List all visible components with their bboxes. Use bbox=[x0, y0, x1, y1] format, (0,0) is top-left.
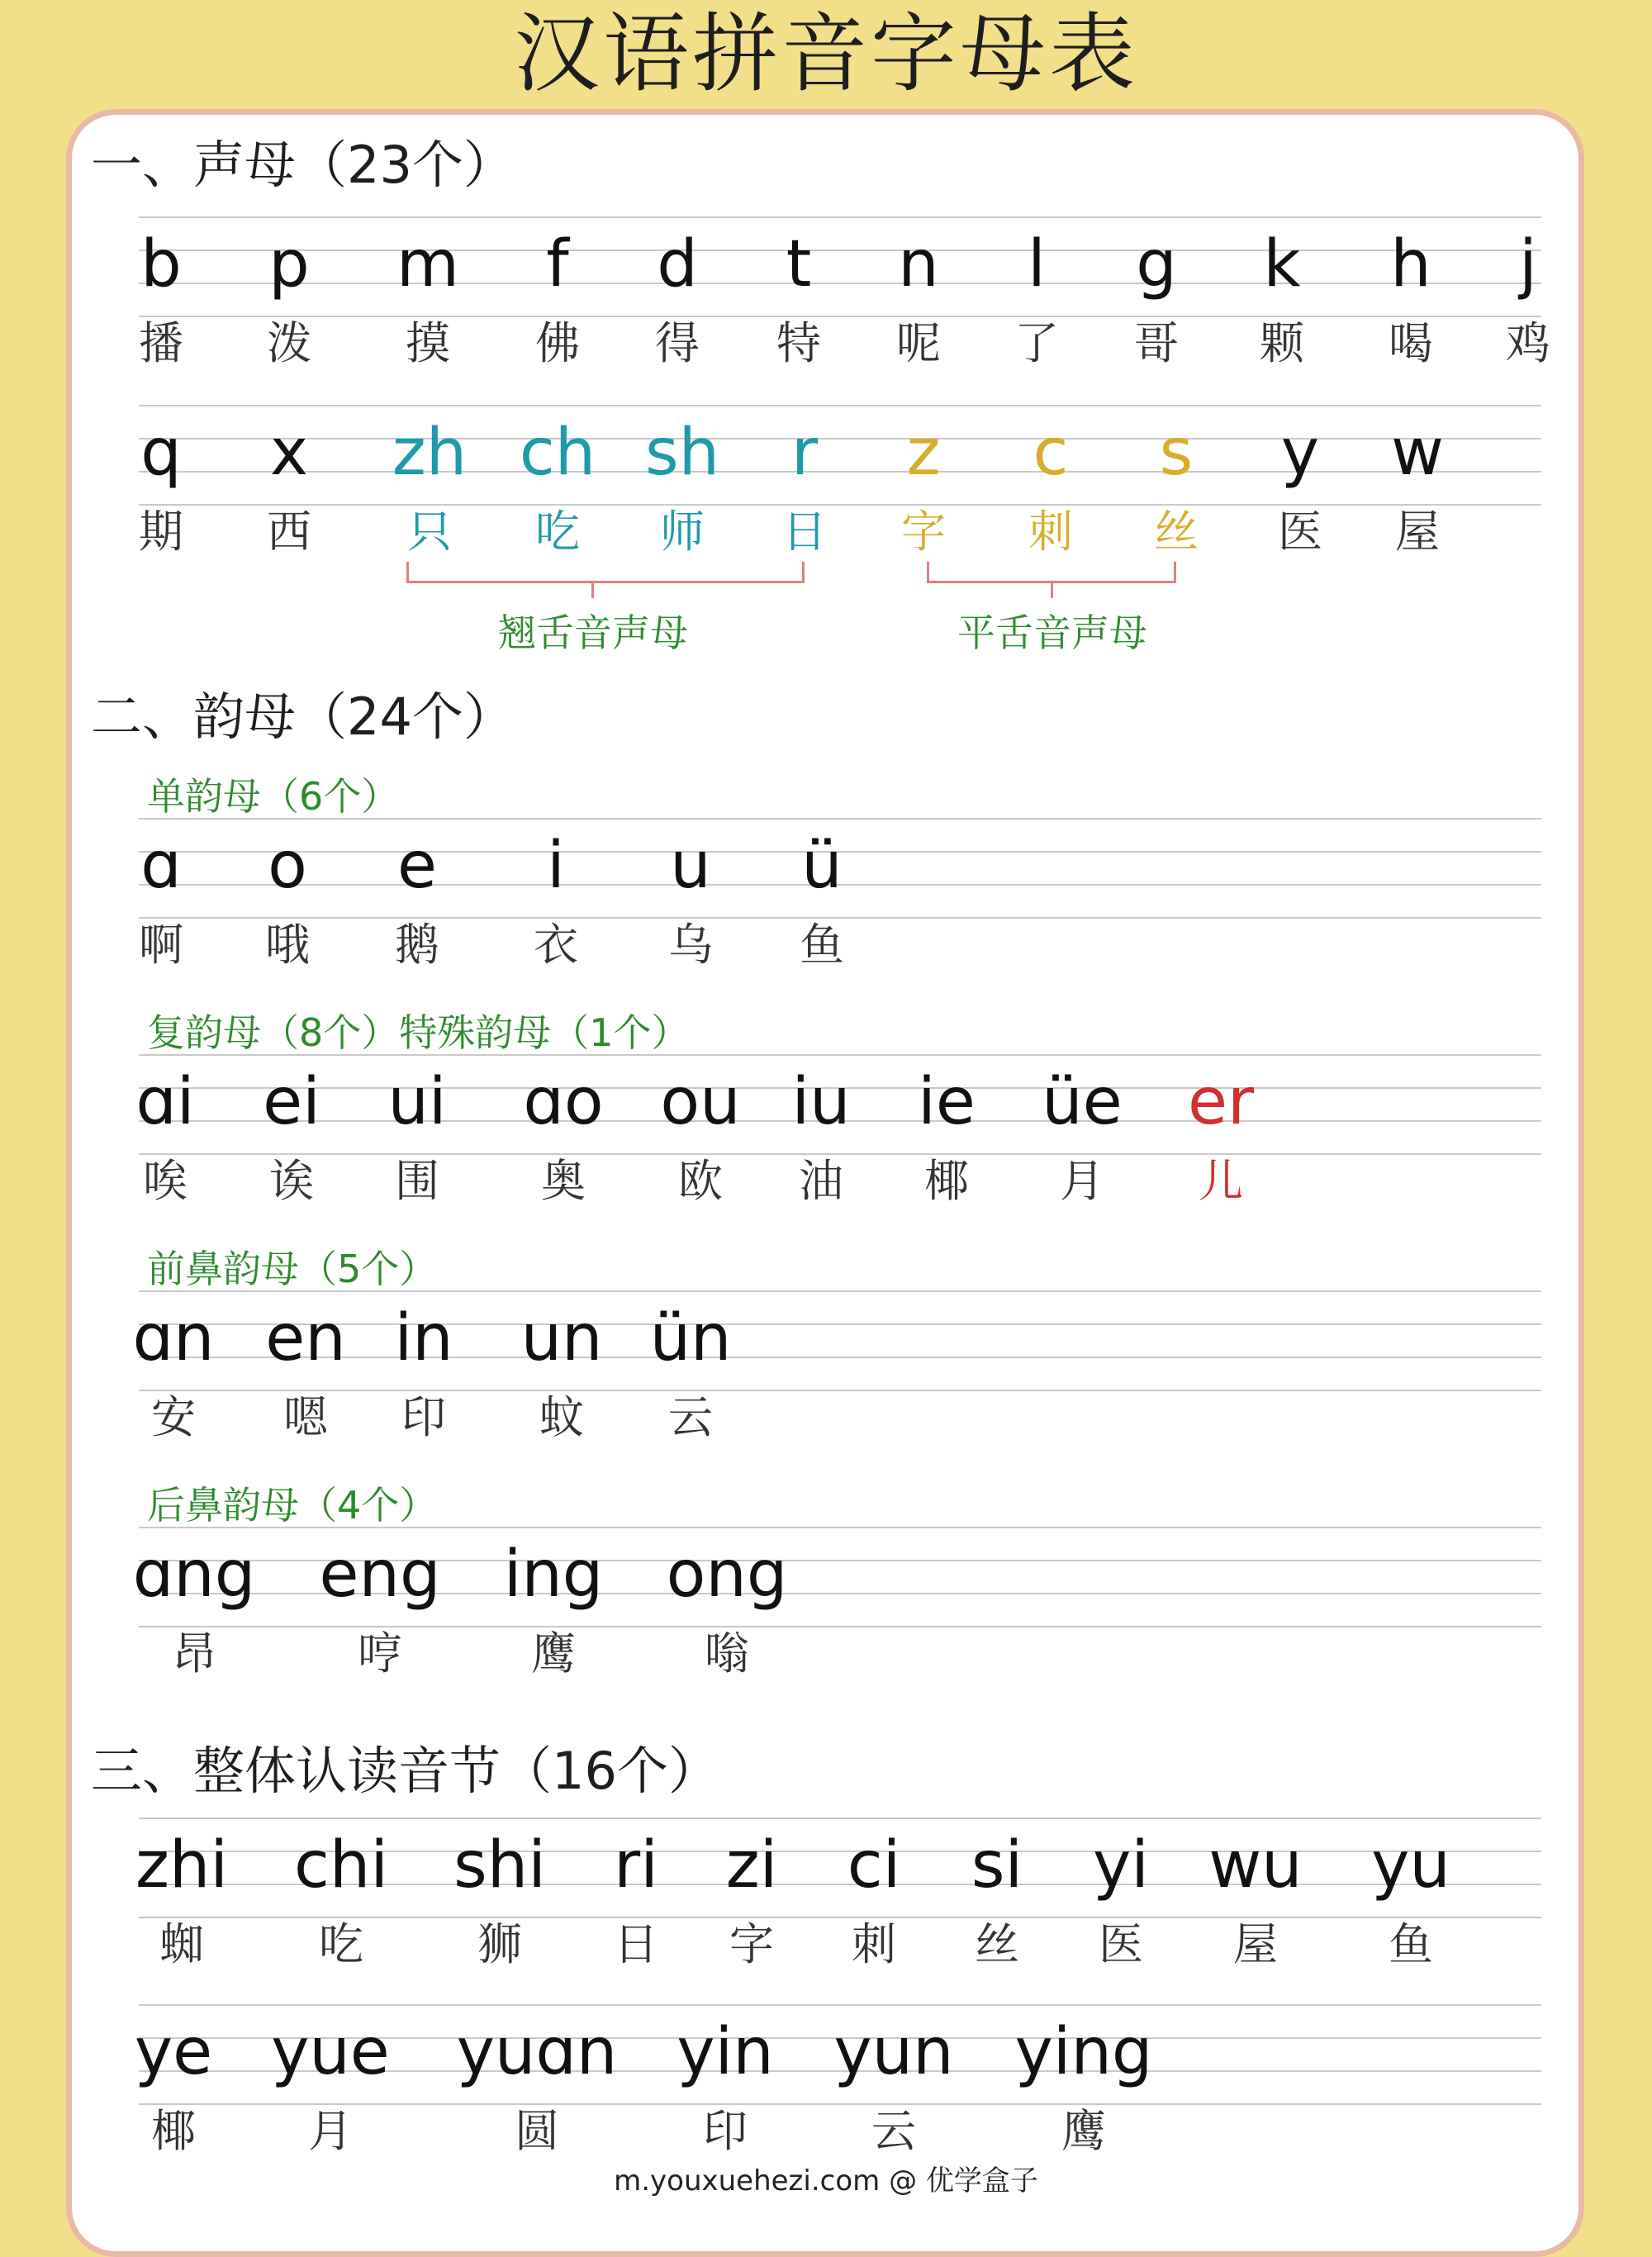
example-character: 月 bbox=[1060, 1155, 1104, 1207]
example-character: 云 bbox=[668, 1391, 713, 1443]
pinyin-letter: zi bbox=[725, 1828, 778, 1903]
pinyin-letter: yu bbox=[1371, 1828, 1450, 1903]
pinyin-letter: iu bbox=[791, 1065, 851, 1139]
example-character: 安 bbox=[151, 1391, 196, 1443]
pinyin-letter: q bbox=[140, 416, 182, 490]
example-character: 鸡 bbox=[1506, 317, 1550, 369]
example-character: 日 bbox=[614, 1918, 658, 1970]
pinyin-letter: yuɑn bbox=[456, 2015, 618, 2089]
example-character: 奥 bbox=[541, 1155, 586, 1207]
example-character: 油 bbox=[799, 1155, 843, 1207]
front-nasal-heading: 前鼻韵母（5个） bbox=[147, 1247, 438, 1291]
guide-line bbox=[139, 1527, 1541, 1528]
pinyin-letter: m bbox=[396, 227, 459, 302]
example-character: 哼 bbox=[358, 1627, 402, 1680]
example-character: 围 bbox=[395, 1155, 439, 1207]
guide-line bbox=[139, 504, 1541, 506]
example-character: 云 bbox=[871, 2105, 916, 2157]
example-character: 医 bbox=[1099, 1918, 1143, 1970]
pinyin-letter: y bbox=[1280, 416, 1320, 490]
watermark: m.youxuehezi.com @ 优学盒子 bbox=[614, 2164, 1038, 2198]
example-character: 蜘 bbox=[159, 1918, 204, 1970]
pinyin-letter: f bbox=[546, 227, 569, 302]
example-character: 刺 bbox=[852, 1918, 896, 1970]
guide-line bbox=[139, 1390, 1541, 1391]
pinyin-letter: j bbox=[1519, 227, 1537, 302]
pinyin-letter: l bbox=[1028, 227, 1046, 302]
example-character: 喝 bbox=[1389, 317, 1433, 369]
pinyin-letter: ü bbox=[801, 829, 843, 903]
pinyin-letter: ɑ bbox=[140, 829, 182, 903]
example-character: 鱼 bbox=[800, 919, 844, 971]
example-character: 印 bbox=[703, 2105, 748, 2157]
pinyin-letter: k bbox=[1263, 227, 1301, 302]
example-character: 刺 bbox=[1028, 506, 1073, 558]
back-nasal-heading: 后鼻韵母（4个） bbox=[147, 1483, 438, 1528]
pinyin-letter: u bbox=[670, 829, 711, 903]
syllables-heading: 三、整体认读音节（16个） bbox=[91, 1741, 719, 1801]
example-character: 日 bbox=[782, 506, 827, 558]
example-character: 字 bbox=[729, 1918, 774, 1970]
example-character: 狮 bbox=[477, 1918, 522, 1970]
pinyin-letter: chi bbox=[294, 1828, 388, 1903]
pinyin-letter: ong bbox=[666, 1537, 788, 1612]
guide-line bbox=[139, 2004, 1541, 2006]
example-character: 泼 bbox=[267, 317, 311, 369]
example-character: 衣 bbox=[534, 919, 578, 971]
pinyin-letter: t bbox=[786, 227, 812, 302]
pinyin-letter: ɑng bbox=[132, 1537, 256, 1612]
example-character: 哥 bbox=[1134, 317, 1179, 369]
guide-line bbox=[139, 1626, 1541, 1627]
initials-heading: 一、声母（23个） bbox=[91, 135, 515, 195]
flat-tongue-bracket-tick bbox=[1051, 583, 1053, 598]
guide-line bbox=[139, 1323, 1541, 1325]
pinyin-letter: zh bbox=[392, 416, 468, 490]
example-character: 蚊 bbox=[539, 1391, 584, 1443]
example-character: 嗯 bbox=[283, 1391, 328, 1443]
pinyin-letter: yi bbox=[1093, 1828, 1149, 1903]
pinyin-letter: g bbox=[1136, 227, 1177, 302]
example-character: 颗 bbox=[1260, 317, 1304, 369]
example-character: 特 bbox=[776, 317, 821, 369]
example-character: 播 bbox=[139, 317, 183, 369]
example-character: 鹰 bbox=[1061, 2105, 1106, 2157]
page-title: 汉语拼音字母表 bbox=[513, 3, 1138, 104]
example-character: 昂 bbox=[172, 1627, 216, 1680]
compound-finals-heading: 复韵母（8个）特殊韵母（1个） bbox=[147, 1010, 690, 1055]
pinyin-letter: w bbox=[1391, 416, 1444, 490]
example-character: 鹅 bbox=[395, 919, 439, 971]
example-character: 得 bbox=[655, 317, 700, 369]
example-character: 月 bbox=[308, 2105, 353, 2157]
flat-tongue-group-label: 平舌音声母 bbox=[957, 611, 1147, 655]
example-character: 医 bbox=[1278, 506, 1322, 558]
pinyin-letter: ye bbox=[134, 2015, 213, 2089]
example-character: 屋 bbox=[1395, 506, 1440, 558]
example-character: 啊 bbox=[139, 919, 183, 971]
guide-line bbox=[139, 1054, 1541, 1056]
guide-line bbox=[139, 216, 1541, 218]
pinyin-letter: si bbox=[971, 1828, 1023, 1903]
guide-line bbox=[139, 438, 1541, 440]
example-character: 佛 bbox=[535, 317, 580, 369]
example-character: 了 bbox=[1014, 317, 1059, 369]
guide-line bbox=[139, 1290, 1541, 1292]
example-character: 乌 bbox=[668, 919, 713, 971]
example-character: 嗡 bbox=[705, 1627, 749, 1680]
example-character: 吃 bbox=[319, 1918, 363, 1970]
pinyin-letter: r bbox=[790, 416, 819, 490]
example-character: 吃 bbox=[535, 506, 580, 558]
pinyin-letter: un bbox=[520, 1301, 603, 1376]
guide-line bbox=[139, 1357, 1541, 1358]
pinyin-letter: ün bbox=[649, 1301, 732, 1376]
pinyin-letter: shi bbox=[453, 1828, 546, 1903]
pinyin-letter: n bbox=[898, 227, 939, 302]
guide-line bbox=[139, 316, 1541, 317]
pinyin-letter: h bbox=[1390, 227, 1431, 302]
pinyin-letter: ɑo bbox=[523, 1065, 604, 1139]
simple-finals-heading: 单韵母（6个） bbox=[147, 774, 400, 819]
pinyin-letter: ui bbox=[387, 1065, 447, 1139]
example-character: 期 bbox=[139, 506, 183, 558]
example-character: 丝 bbox=[1154, 506, 1199, 558]
pinyin-letter: er bbox=[1187, 1065, 1255, 1139]
pinyin-letter: s bbox=[1159, 416, 1194, 490]
pinyin-letter: ei bbox=[263, 1065, 320, 1139]
pinyin-letter: zhi bbox=[135, 1828, 229, 1903]
example-character: 西 bbox=[267, 506, 311, 558]
example-character: 唉 bbox=[143, 1155, 188, 1207]
pinyin-letter: ing bbox=[503, 1537, 604, 1612]
example-character: 印 bbox=[401, 1391, 446, 1443]
pinyin-letter: sh bbox=[644, 416, 720, 490]
example-character: 只 bbox=[407, 506, 452, 558]
pinyin-letter: wu bbox=[1208, 1828, 1303, 1903]
pinyin-letter: ying bbox=[1014, 2015, 1153, 2089]
pinyin-letter: ie bbox=[918, 1065, 976, 1139]
pinyin-letter: o bbox=[268, 829, 307, 903]
example-character: 屋 bbox=[1233, 1918, 1278, 1970]
finals-heading: 二、韵母（24个） bbox=[91, 687, 515, 747]
pinyin-letter: b bbox=[140, 227, 182, 302]
guide-line bbox=[139, 249, 1541, 251]
pinyin-letter: ou bbox=[660, 1065, 741, 1139]
example-character: 呢 bbox=[896, 317, 941, 369]
pinyin-letter: ch bbox=[519, 416, 596, 490]
pinyin-letter: i bbox=[547, 829, 565, 903]
example-character: 摸 bbox=[406, 317, 450, 369]
example-character: 椰 bbox=[924, 1155, 969, 1207]
example-character: 欧 bbox=[678, 1155, 723, 1207]
example-character: 诶 bbox=[269, 1155, 314, 1207]
pinyin-letter: üe bbox=[1042, 1065, 1123, 1139]
retroflex-bracket-tick bbox=[591, 583, 594, 598]
example-character: 圆 bbox=[515, 2105, 559, 2157]
pinyin-letter: ɑn bbox=[132, 1301, 215, 1376]
pinyin-letter: eng bbox=[319, 1537, 441, 1612]
pinyin-letter: yin bbox=[676, 2015, 774, 2089]
pinyin-letter: en bbox=[265, 1301, 346, 1376]
guide-line bbox=[139, 471, 1541, 473]
pinyin-letter: c bbox=[1032, 416, 1069, 490]
pinyin-letter: e bbox=[397, 829, 437, 903]
example-character: 字 bbox=[901, 506, 946, 558]
example-character: 椰 bbox=[151, 2105, 196, 2157]
guide-line bbox=[139, 1817, 1541, 1819]
example-character: 师 bbox=[660, 506, 705, 558]
flat-tongue-bracket bbox=[927, 562, 1176, 583]
retroflex-bracket bbox=[406, 562, 805, 583]
pinyin-letter: in bbox=[394, 1301, 453, 1376]
example-character: 儿 bbox=[1199, 1155, 1243, 1207]
pinyin-letter: x bbox=[269, 416, 309, 490]
pinyin-letter: ɑi bbox=[135, 1065, 195, 1139]
pinyin-letter: z bbox=[906, 416, 941, 490]
retroflex-group-label: 翘舌音声母 bbox=[498, 611, 688, 655]
guide-line bbox=[139, 283, 1541, 284]
pinyin-letter: yue bbox=[271, 2015, 390, 2089]
example-character: 鹰 bbox=[531, 1627, 576, 1680]
example-character: 哦 bbox=[265, 919, 310, 971]
pinyin-letter: p bbox=[268, 227, 310, 302]
pinyin-letter: ci bbox=[847, 1828, 901, 1903]
guide-line bbox=[139, 818, 1541, 820]
pinyin-letter: yun bbox=[833, 2015, 954, 2089]
guide-line bbox=[139, 405, 1541, 406]
pinyin-letter: ri bbox=[614, 1828, 658, 1903]
example-character: 丝 bbox=[975, 1918, 1019, 1970]
example-character: 鱼 bbox=[1389, 1918, 1433, 1970]
pinyin-letter: d bbox=[657, 227, 698, 302]
